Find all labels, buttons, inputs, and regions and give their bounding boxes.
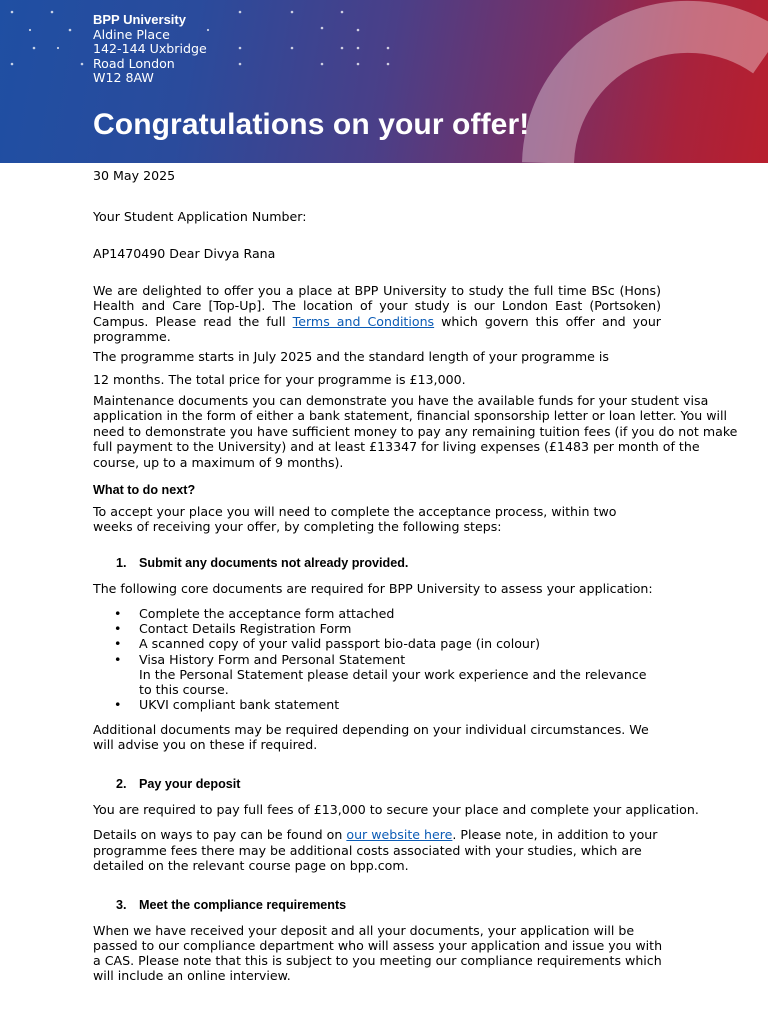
additional-line: Additional documents may be required depending on your individual circumstances. We (93, 722, 649, 737)
compliance-line: a CAS. Please note that this is subject to you meeting our compliance requirements which (93, 953, 662, 968)
compliance-line: will include an online interview. (93, 968, 291, 983)
letter-header (0, 0, 768, 163)
headline: Congratulations on your offer! (93, 108, 530, 141)
core-docs-text: The following core documents are required for BPP University to assess your application: (93, 581, 653, 596)
step-title: Submit any documents not already provided. (139, 556, 409, 570)
list-item: Visa History Form and Personal Statement (139, 652, 406, 667)
payment-line: detailed on the relevant course page on bpp.com. (93, 858, 409, 873)
deposit-text: You are required to pay full fees of £13,000 to secure your place and complete your application. (93, 802, 699, 817)
bullet: • (114, 652, 122, 667)
application-number-label: Your Student Application Number: (93, 209, 307, 224)
next-intro-line: To accept your place you will need to complete the acceptance process, within two (93, 504, 617, 519)
list-item: Contact Details Registration Form (139, 621, 352, 636)
step-title: Meet the compliance requirements (139, 898, 347, 912)
bullet: • (114, 621, 122, 636)
list-item: Complete the acceptance form attached (139, 606, 395, 621)
sender-address (93, 13, 207, 86)
payment-line: programme fees there may be additional costs associated with your studies, which are (93, 843, 642, 858)
payment-line (93, 827, 657, 842)
letter-date: 30 May 2025 (93, 168, 176, 183)
step-number: 2. (116, 777, 127, 791)
address-line: Aldine Place (93, 26, 170, 42)
address-line: Road London (93, 55, 175, 71)
step-title: Pay your deposit (139, 777, 241, 791)
sender-org: BPP University (93, 12, 186, 27)
list-item: A scanned copy of your valid passport bio-data page (in colour) (139, 636, 540, 651)
list-item: UKVI compliant bank statement (139, 697, 340, 712)
address-line: W12 8AW (93, 70, 154, 86)
list-item-detail: In the Personal Statement please detail your work experience and the relevance (139, 667, 647, 682)
intro-text: We are delighted to offer you a place at BPP University to study the full time BSc (Hons) Health and Care [Top-Up]. The location of your study is our London East (Portsoken) Campus. Please read the full (93, 283, 661, 329)
address-line: 142-144 Uxbridge (93, 41, 207, 57)
step-number: 1. (116, 556, 127, 570)
intro-text-end: which govern this offer and your programme. (93, 313, 661, 345)
payment-text-end: . Please note, in addition to your (452, 827, 658, 842)
maintenance-paragraph: Maintenance documents you can demonstrate you have the available funds for your student visa application in the form of either a bank statement, financial sponsorship letter or loan letter. You will need to demonstrate you have sufficient money to pay any remaining tuition fees (if you do not make full payment to the University) and at least £13347 for living expenses (£1483 per month of the course, up to a maximum of 9 months). (93, 393, 738, 470)
application-number-greeting: AP1470490 Dear Divya Rana (93, 246, 276, 261)
compliance-line: passed to our compliance department who will assess your application and issue you with (93, 938, 663, 953)
next-intro-line: weeks of receiving your offer, by completing the following steps: (93, 519, 502, 534)
payment-text: Details on ways to pay can be found on (93, 827, 347, 842)
next-heading: What to do next? (93, 483, 196, 497)
start-line: The programme starts in July 2025 and the standard length of your programme is (93, 349, 609, 364)
bullet: • (114, 606, 122, 621)
step-number: 3. (116, 898, 127, 912)
compliance-line: When we have received your deposit and all your documents, your application will be (93, 923, 635, 938)
bullet: • (114, 697, 122, 712)
bullet: • (114, 636, 122, 651)
terms-link[interactable]: Terms and Conditions (292, 313, 435, 329)
price-line: 12 months. The total price for your programme is £13,000. (93, 372, 466, 387)
additional-line: will advise you on these if required. (93, 737, 318, 752)
list-item-detail: to this course. (139, 682, 229, 697)
intro-paragraph (93, 283, 661, 345)
website-link[interactable]: our website here (346, 827, 453, 842)
